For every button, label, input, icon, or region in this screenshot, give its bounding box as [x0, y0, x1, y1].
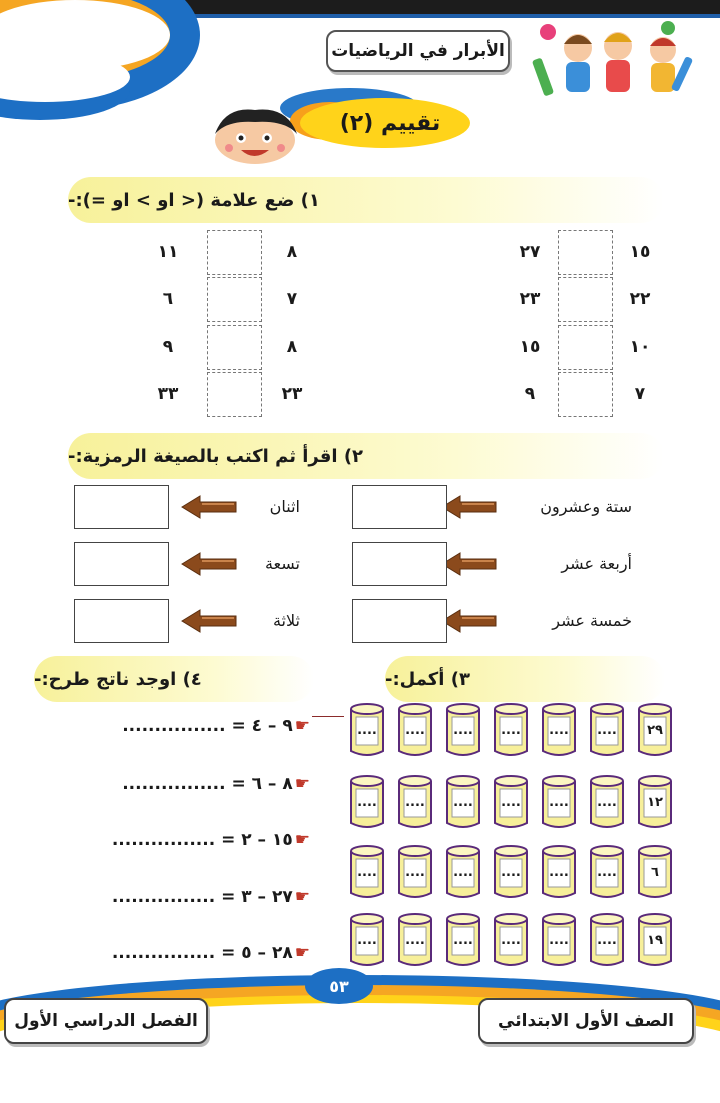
compare-number: ٨: [286, 337, 298, 357]
cylinder-blank[interactable]: ....: [549, 865, 569, 880]
compare-answer-box[interactable]: [207, 325, 262, 370]
arrow-left-icon: [440, 551, 498, 577]
cylinder-blank[interactable]: ....: [597, 865, 617, 880]
arrow-left-icon: [440, 608, 498, 634]
book-title: الأبرار في الرياضيات: [326, 30, 510, 72]
arrow-left-icon: [180, 494, 238, 520]
answer-box[interactable]: [352, 485, 447, 529]
compare-number: ١٥: [519, 337, 541, 357]
cylinder-blank[interactable]: ....: [405, 933, 425, 948]
compare-number: ٩: [162, 337, 174, 357]
compare-number: ٣٣: [157, 384, 179, 404]
answer-box[interactable]: [352, 542, 447, 586]
cylinder-blank[interactable]: ....: [597, 933, 617, 948]
compare-number: ٧: [634, 384, 646, 404]
pointer-hand-icon: ☛: [294, 716, 310, 736]
subtraction-problem[interactable]: ٢٧ – ٣ = ................: [111, 887, 293, 907]
cylinder-number: ١٩: [647, 933, 663, 948]
section4-header: [34, 656, 314, 702]
number-word: ستة وعشرون: [540, 497, 632, 516]
cylinder-blank[interactable]: ....: [357, 723, 377, 738]
compare-answer-box[interactable]: [207, 230, 262, 275]
number-word: خمسة عشر: [552, 611, 632, 630]
cylinder-number: ١٢: [647, 795, 663, 810]
arrow-left-icon: [440, 494, 498, 520]
pointer-hand-icon: ☛: [294, 774, 310, 794]
compare-number: ٢٣: [281, 384, 303, 404]
cylinder-blank[interactable]: ....: [453, 795, 473, 810]
number-word: اثنان: [269, 497, 300, 516]
section3-header: [385, 656, 665, 702]
cylinder-blank[interactable]: ....: [405, 723, 425, 738]
divider: [338, 694, 339, 954]
cylinder-blank[interactable]: ....: [453, 723, 473, 738]
arrow-left-icon: [180, 608, 238, 634]
cylinder-blank[interactable]: ....: [549, 723, 569, 738]
compare-number: ١٠: [629, 337, 651, 357]
cylinder-blank[interactable]: ....: [501, 723, 521, 738]
cylinder-blank[interactable]: ....: [597, 795, 617, 810]
subtraction-problem[interactable]: ٨ – ٦ = ................: [122, 774, 293, 794]
section1-title: ١) ضع علامة (< او > او =):-: [68, 189, 320, 211]
evaluation-title-group: [205, 84, 485, 164]
compare-number: ٩: [524, 384, 536, 404]
answer-box[interactable]: [74, 485, 169, 529]
subtraction-row: [60, 716, 310, 736]
section2-title: ٢) اقرأ ثم اكتب بالصيغة الرمزية:-: [68, 445, 364, 467]
evaluation-title: تقييم (٢): [339, 110, 441, 136]
subtraction-row: [60, 830, 310, 850]
subtraction-row: [60, 943, 310, 963]
cylinder-blank[interactable]: ....: [501, 795, 521, 810]
page-number: ٥٣: [305, 968, 373, 1004]
cylinder-blank[interactable]: ....: [405, 795, 425, 810]
subtraction-problem[interactable]: ٢٨ – ٥ = ................: [111, 943, 293, 963]
subtraction-problem[interactable]: ٩ – ٤ = ................: [122, 716, 293, 736]
compare-number: ٢٢: [629, 289, 651, 309]
compare-number: ٢٧: [519, 242, 541, 262]
cylinder-blank[interactable]: ....: [501, 865, 521, 880]
compare-answer-box[interactable]: [207, 372, 262, 417]
section2-header: [68, 433, 664, 479]
cylinder-blank[interactable]: ....: [405, 865, 425, 880]
cylinder-blank[interactable]: ....: [453, 933, 473, 948]
cylinder-blank[interactable]: ....: [549, 795, 569, 810]
subtraction-problem[interactable]: ١٥ – ٢ = ................: [111, 830, 293, 850]
cylinder-blank[interactable]: ....: [501, 933, 521, 948]
pointer-hand-icon: ☛: [294, 887, 310, 907]
cylinder-blank[interactable]: ....: [357, 865, 377, 880]
subtraction-row: [60, 887, 310, 907]
compare-number: ٦: [162, 289, 174, 309]
section3-title: ٣) أكمل:-: [385, 668, 470, 690]
compare-answer-box[interactable]: [558, 277, 613, 322]
compare-number: ١٥: [629, 242, 651, 262]
answer-box[interactable]: [352, 599, 447, 643]
pointer-hand-icon: ☛: [294, 830, 310, 850]
grade-label: الصف الأول الابتدائي: [478, 998, 694, 1044]
answer-box[interactable]: [74, 599, 169, 643]
cylinder-number: ٦: [651, 865, 659, 880]
answer-box[interactable]: [74, 542, 169, 586]
compare-number: ٨: [286, 242, 298, 262]
compare-number: ٧: [286, 289, 298, 309]
number-word: ثلاثة: [272, 611, 300, 630]
compare-number: ١١: [157, 242, 179, 262]
compare-answer-box[interactable]: [207, 277, 262, 322]
cylinder-blank[interactable]: ....: [357, 795, 377, 810]
section4-title: ٤) اوجد ناتج طرح:-: [34, 668, 202, 690]
compare-answer-box[interactable]: [558, 372, 613, 417]
cylinder-blank[interactable]: ....: [597, 723, 617, 738]
section1-header: [68, 177, 664, 223]
boy-face-icon: [205, 106, 305, 166]
subtraction-row: [60, 774, 310, 794]
cylinder-number: ٢٩: [647, 723, 663, 738]
cylinder-blank[interactable]: ....: [453, 865, 473, 880]
number-word: أربعة عشر: [561, 554, 632, 573]
term-label: الفصل الدراسي الأول: [4, 998, 208, 1044]
compare-number: ٢٣: [519, 289, 541, 309]
kids-illustration: [518, 18, 698, 98]
pointer-hand-icon: ☛: [294, 943, 310, 963]
arrow-left-icon: [180, 551, 238, 577]
cylinder-blank[interactable]: ....: [549, 933, 569, 948]
number-word: تسعة: [264, 554, 300, 573]
compare-answer-box[interactable]: [558, 325, 613, 370]
compare-answer-box[interactable]: [558, 230, 613, 275]
connector-line: [312, 716, 344, 717]
cylinder-blank[interactable]: ....: [357, 933, 377, 948]
